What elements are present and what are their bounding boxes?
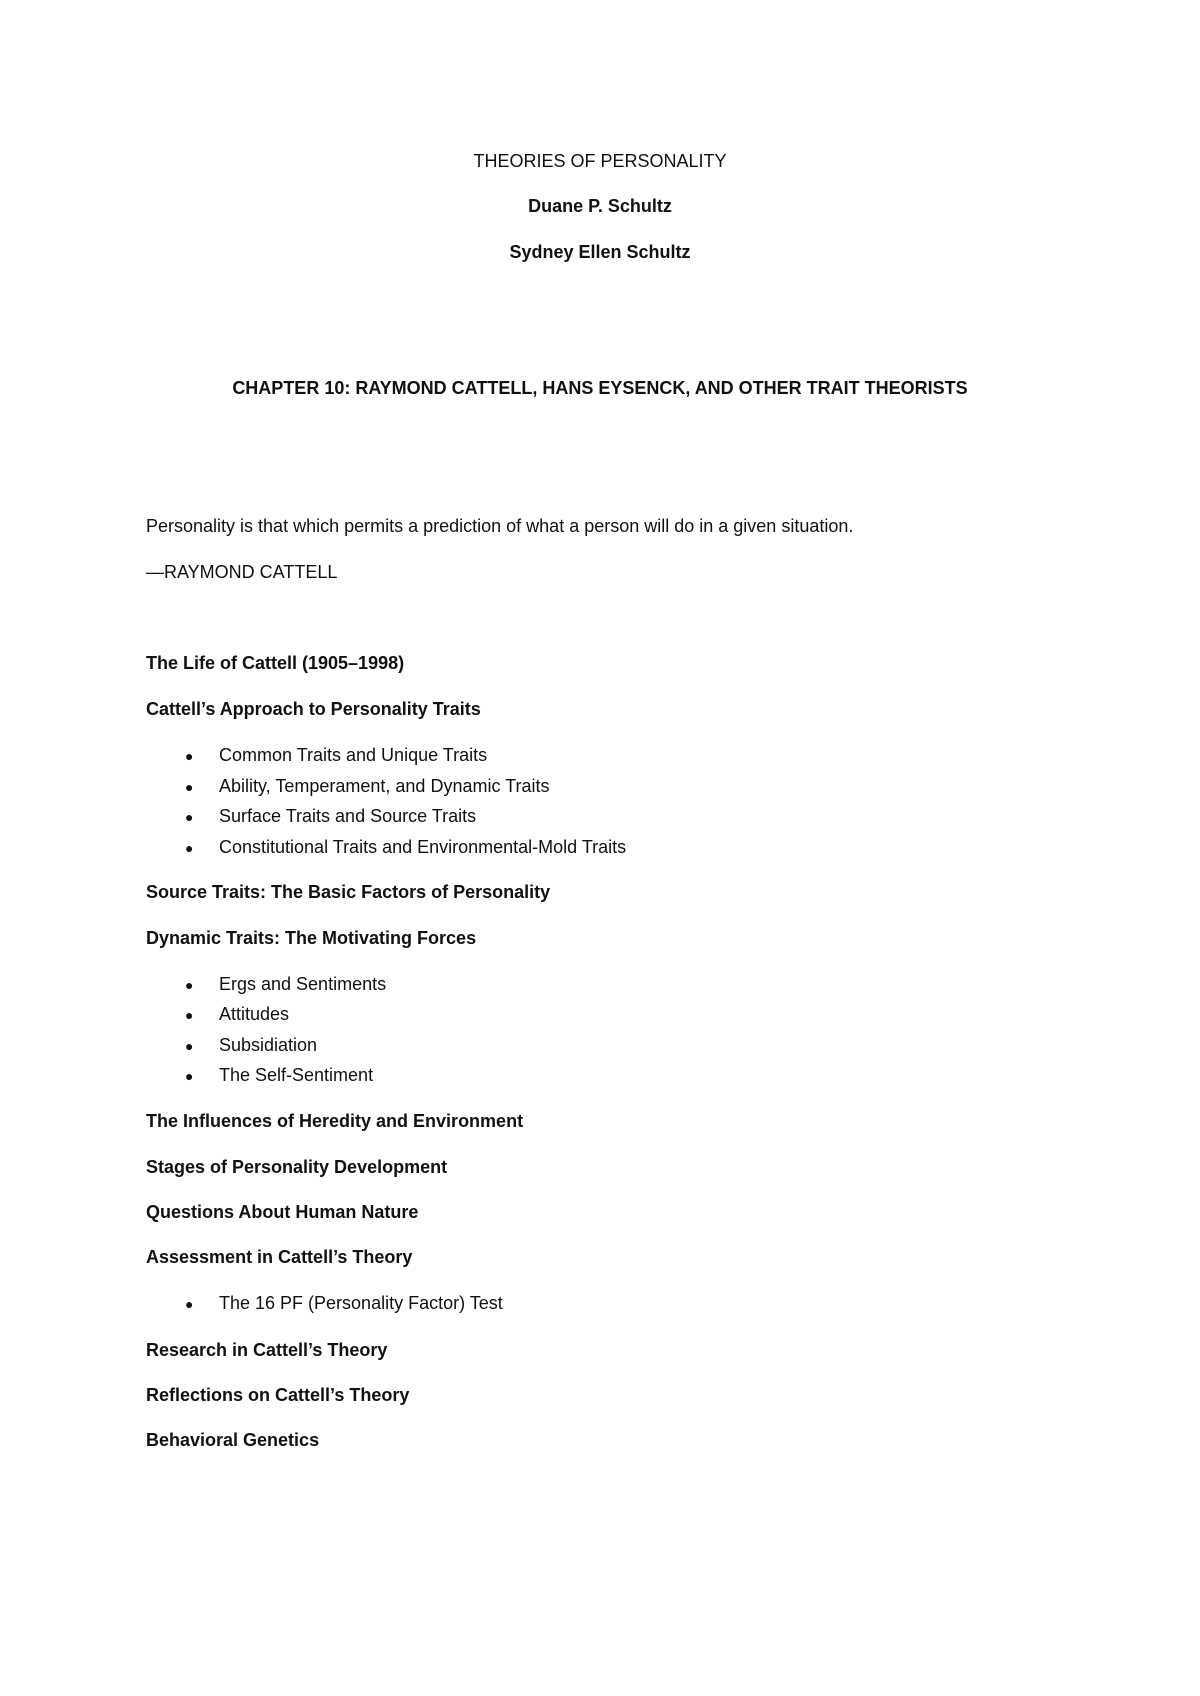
bullet-icon: ● xyxy=(185,1007,194,1023)
section-heading-research: Research in Cattell’s Theory xyxy=(146,1340,388,1360)
bullet-icon: ● xyxy=(185,977,194,993)
bullet-icon: ● xyxy=(185,1068,194,1084)
list-item-text: Subsidiation xyxy=(219,1035,318,1055)
section-heading-behavioral-genetics: Behavioral Genetics xyxy=(146,1430,320,1450)
bullet-icon: ● xyxy=(185,779,194,795)
section-heading-dynamic-traits: Dynamic Traits: The Motivating Forces xyxy=(146,928,477,948)
epigraph-attribution: —RAYMOND CATTELL xyxy=(146,562,338,582)
bullet-icon: ● xyxy=(185,809,194,825)
list-item-text: Surface Traits and Source Traits xyxy=(219,806,477,826)
section-heading-assessment: Assessment in Cattell’s Theory xyxy=(146,1247,413,1267)
list-item-text: Constitutional Traits and Environmental-Mold Traits xyxy=(219,837,627,857)
list-item-text: Ergs and Sentiments xyxy=(219,974,387,994)
author-name-1: Duane P. Schultz xyxy=(528,196,672,216)
section-heading-source-traits: Source Traits: The Basic Factors of Personality xyxy=(146,882,551,902)
section-heading-heredity: The Influences of Heredity and Environment xyxy=(146,1111,524,1131)
bullet-icon: ● xyxy=(185,1038,194,1054)
bullet-icon: ● xyxy=(185,1296,194,1312)
chapter-title: CHAPTER 10: RAYMOND CATTELL, HANS EYSENCK, AND OTHER TRAIT THEORISTS xyxy=(232,378,968,398)
author-name-2: Sydney Ellen Schultz xyxy=(509,242,691,262)
section-heading-human-nature: Questions About Human Nature xyxy=(146,1202,419,1222)
bullet-icon: ● xyxy=(185,840,194,856)
epigraph-quote: Personality is that which permits a prediction of what a person will do in a given situation. xyxy=(146,516,854,536)
section-heading-approach: Cattell’s Approach to Personality Traits xyxy=(146,699,481,719)
bullet-icon: ● xyxy=(185,748,194,764)
section-heading-reflections: Reflections on Cattell’s Theory xyxy=(146,1385,410,1405)
list-item-text: Ability, Temperament, and Dynamic Traits xyxy=(219,776,550,796)
book-title: THEORIES OF PERSONALITY xyxy=(473,151,727,171)
list-item-text: The Self-Sentiment xyxy=(219,1065,374,1085)
list-item-text: Attitudes xyxy=(219,1004,290,1024)
list-item-text: Common Traits and Unique Traits xyxy=(219,745,488,765)
section-heading-stages: Stages of Personality Development xyxy=(146,1157,448,1177)
list-item-text: The 16 PF (Personality Factor) Test xyxy=(219,1293,503,1313)
section-heading-life: The Life of Cattell (1905–1998) xyxy=(146,653,405,673)
